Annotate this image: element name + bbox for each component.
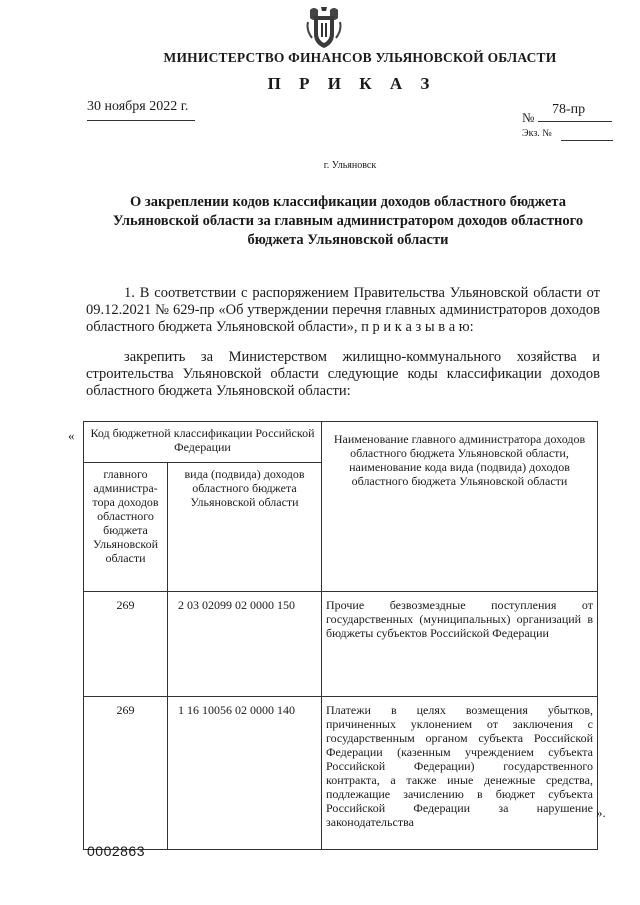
row-income-name: Платежи в целях возмещения убытков, причиненных уклонением от заключения с государственным органом субъекта Российской Федерации (казенным учреждением субъекта Российской Федерации) государственного контракта, а также иные денежные средства, подлежащие зачислению в бюджет субъекта Российской Федерации за нарушение законодательства (322, 697, 598, 850)
document-date: 30 ноября 2022 г. (87, 99, 189, 114)
paragraph-1: 1. В соответствии с распоряжением Правительства Ульяновской области от 09.12.2021 № 629-пр «Об утверждении перечня главных администраторов доходов областного бюджета Ульяновской области», п р и к а з ы в а ю: (86, 285, 600, 335)
row-income-name: Прочие безвозмездные поступления от государственных (муниципальных) организаций в бюджеты субъектов Российской Федерации (322, 592, 598, 697)
number-underline (538, 121, 612, 122)
copy-label: Экз. № (522, 128, 552, 139)
document-type: П Р И К А З (267, 74, 437, 93)
row-income-code: 1 16 10056 02 0000 140 (168, 697, 322, 850)
form-serial-number: 0002863 (87, 843, 146, 859)
table-row (84, 697, 598, 850)
opening-quote: « (68, 428, 75, 443)
codes-table (83, 421, 598, 850)
header-budget-code: Код бюджетной классификации Российской Федерации (84, 422, 322, 463)
document-number: 78-пр (552, 102, 586, 117)
coat-of-arms-icon (304, 4, 344, 50)
copy-underline (561, 140, 613, 141)
closing-quote: ». (596, 805, 606, 820)
paragraph-2: закрепить за Министерством жилищно-коммунального хозяйства и строительства Ульяновской области следующие коды классификации доходов областного бюджета Ульяновской области: (86, 349, 600, 399)
header-name: Наименование главного администратора доходов областного бюджета Ульяновской области, наименование кода вида (подвида) доходов областного бюджета Ульяновской области (322, 422, 598, 592)
header-kind: вида (подвида) доходов областного бюджета Ульяновской области (168, 463, 322, 592)
header-admin: главного администра-тора доходов областного бюджета Ульяновской области (84, 463, 168, 592)
ministry-name: МИНИСТЕРСТВО ФИНАНСОВ УЛЬЯНОВСКОЙ ОБЛАСТИ (163, 50, 557, 65)
row-income-code: 2 03 02099 02 0000 150 (168, 592, 322, 697)
table-row (84, 592, 598, 697)
row-admin-code: 269 (84, 592, 168, 697)
document-title: О закреплении кодов классификации доходов областного бюджета Ульяновской области за главным администратором доходов областного бюджета Ульяновской области (112, 194, 584, 248)
number-sign: № (522, 110, 535, 125)
city: г. Ульяновск (323, 160, 377, 171)
row-admin-code: 269 (84, 697, 168, 850)
date-underline (87, 120, 195, 121)
table-header-row (84, 422, 598, 463)
